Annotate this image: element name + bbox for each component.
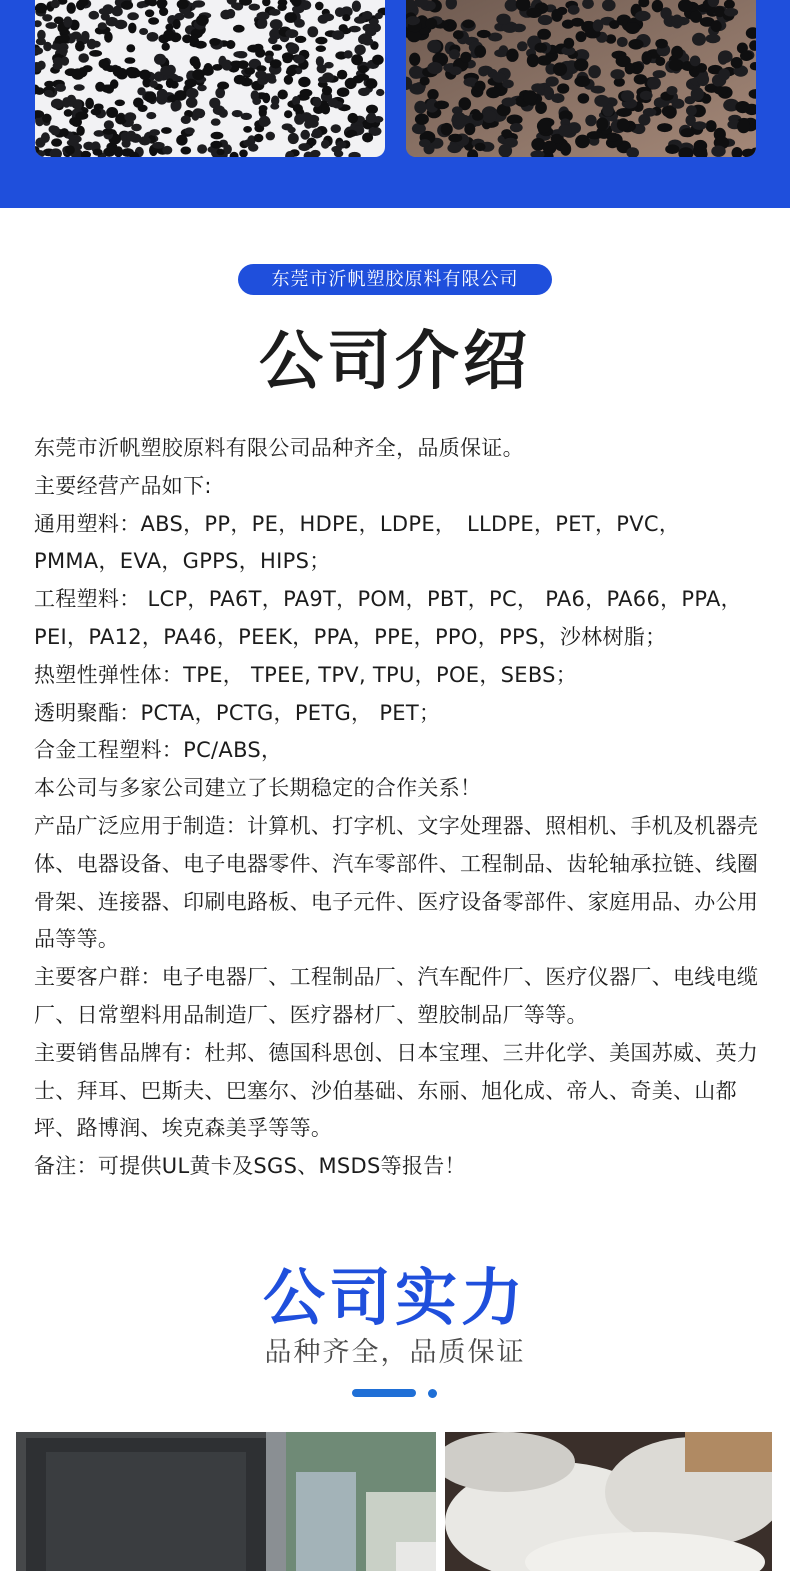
intro-paragraph: 本公司与多家公司建立了长期稳定的合作关系！: [34, 776, 482, 801]
intro-body: [34, 430, 759, 1186]
intro-paragraph: 备注：可提供UL黄卡及SGS、MSDS等报告！: [34, 1154, 466, 1179]
intro-title: 公司介绍: [259, 325, 531, 399]
intro-paragraph: 热塑性弹性体：TPE， TPEE, TPV, TPU，POE，SEBS；: [34, 662, 578, 687]
divider-dot: [428, 1389, 437, 1398]
divider-dash: [352, 1389, 416, 1397]
raw-material-bags-photo: [445, 1432, 772, 1571]
intro-paragraph: 合金工程塑料：PC/ABS，: [34, 738, 283, 763]
black-pellets-on-wood-photo: [406, 0, 756, 157]
company-name-badge: 东莞市沂帆塑胶原料有限公司: [238, 264, 552, 295]
strength-subtitle: 品种齐全，品质保证: [264, 1337, 526, 1368]
intro-paragraph: 主要客户群：电子电器厂、工程制品厂、汽车配件厂、医疗仪器厂、电线电缆厂、日常塑料用品制造厂、医疗器材厂、塑胶制品厂等等。: [34, 965, 759, 1027]
intro-paragraph: 产品广泛应用于制造：计算机、打字机、文字处理器、照相机、手机及机器壳体、电器设备、电子电器零件、汽车零部件、工程制品、齿轮轴承拉链、线圈骨架、连接器、印刷电路板、电子元件、医疗设备零部件、家庭用品、办公用品等等。: [34, 813, 759, 952]
warehouse-container-photo: [16, 1432, 436, 1571]
intro-paragraph: 主要经营产品如下:: [34, 473, 212, 498]
intro-paragraph: 主要销售品牌有：杜邦、德国科思创、日本宝理、三井化学、美国苏威、英力士、拜耳、巴斯夫、巴塞尔、沙伯基础、东丽、旭化成、帝人、奇美、山都坪、路博润、埃克森美孚等等。: [34, 1040, 759, 1141]
intro-paragraph: 通用塑料：ABS，PP，PE，HDPE，LDPE， LLDPE，PET，PVC，PMMA，EVA，GPPS，HIPS；: [34, 511, 681, 574]
intro-paragraph: 透明聚酯：PCTA，PCTG，PETG， PET；: [34, 700, 441, 725]
strength-title: 公司实力: [262, 1261, 527, 1334]
intro-paragraph: 工程塑料： LCP，PA6T，PA9T，POM，PBT，PC， PA6，PA66，PPA，PEI，PA12，PA46，PEEK，PPA，PPE，PPO，PPS，沙林树脂；: [34, 587, 742, 649]
top-banner: [0, 0, 790, 208]
black-pellets-photo: [35, 0, 385, 157]
intro-paragraph: 东莞市沂帆塑胶原料有限公司品种齐全，品质保证。: [34, 436, 524, 460]
